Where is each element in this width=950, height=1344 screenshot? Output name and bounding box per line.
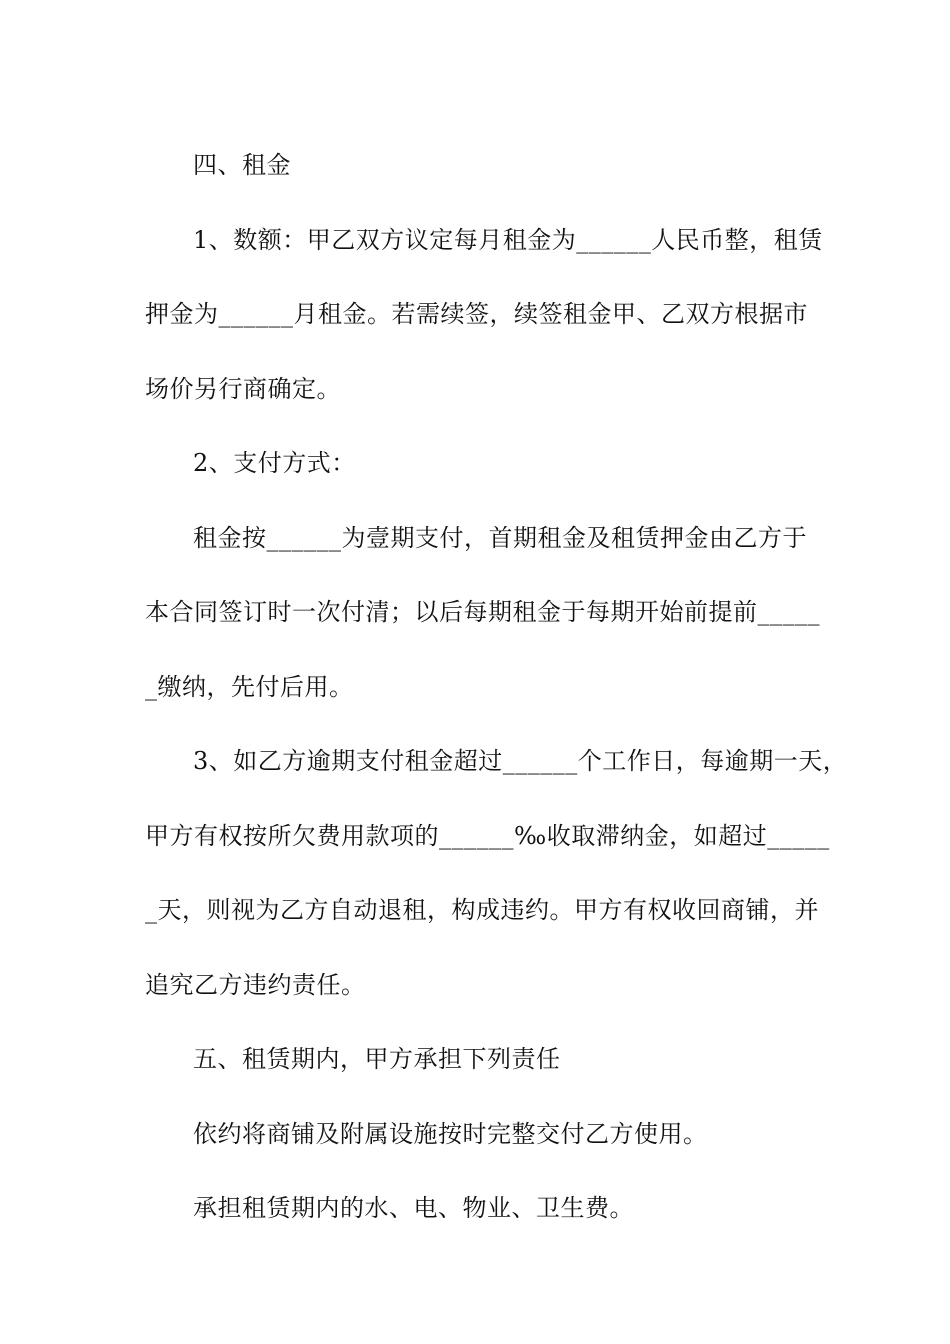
paragraph-line: 承担租赁期内的水、电、物业、卫生费。	[193, 1194, 634, 1222]
paragraph-line: 本合同签订时一次付清；以后每期租金于每期开始前提前_____	[145, 598, 820, 626]
paragraph-line: 3、如乙方逾期支付租金超过______个工作日，每逾期一天，	[193, 747, 848, 775]
contract-text-block	[145, 128, 848, 1246]
paragraph-line: 场价另行商确定。	[145, 374, 341, 403]
section-heading-rent: 四、租金	[193, 151, 291, 179]
paragraph-line: 甲方有权按所欠费用款项的______‰收取滞纳金，如超过_____	[145, 821, 830, 850]
paragraph-line: 1、数额：甲乙双方议定每月租金为______人民币整，租赁	[193, 225, 823, 254]
paragraph-line: 依约将商铺及附属设施按时完整交付乙方使用。	[193, 1119, 708, 1148]
section-heading-lessor-duties: 五、租赁期内，甲方承担下列责任	[193, 1045, 561, 1073]
paragraph-line: 租金按______为壹期支付，首期租金及租赁押金由乙方于	[193, 523, 807, 552]
paragraph-line: _天，则视为乙方自动退租，构成违约。甲方有权收回商铺，并	[145, 896, 819, 924]
paragraph-line: _缴纳，先付后用。	[145, 672, 354, 701]
paragraph-line: 押金为______月租金。若需续签，续签租金甲、乙双方根据市	[145, 300, 808, 328]
paragraph-line: 追究乙方违约责任。	[145, 970, 366, 999]
subheading-payment-method: 2、支付方式：	[193, 449, 356, 477]
